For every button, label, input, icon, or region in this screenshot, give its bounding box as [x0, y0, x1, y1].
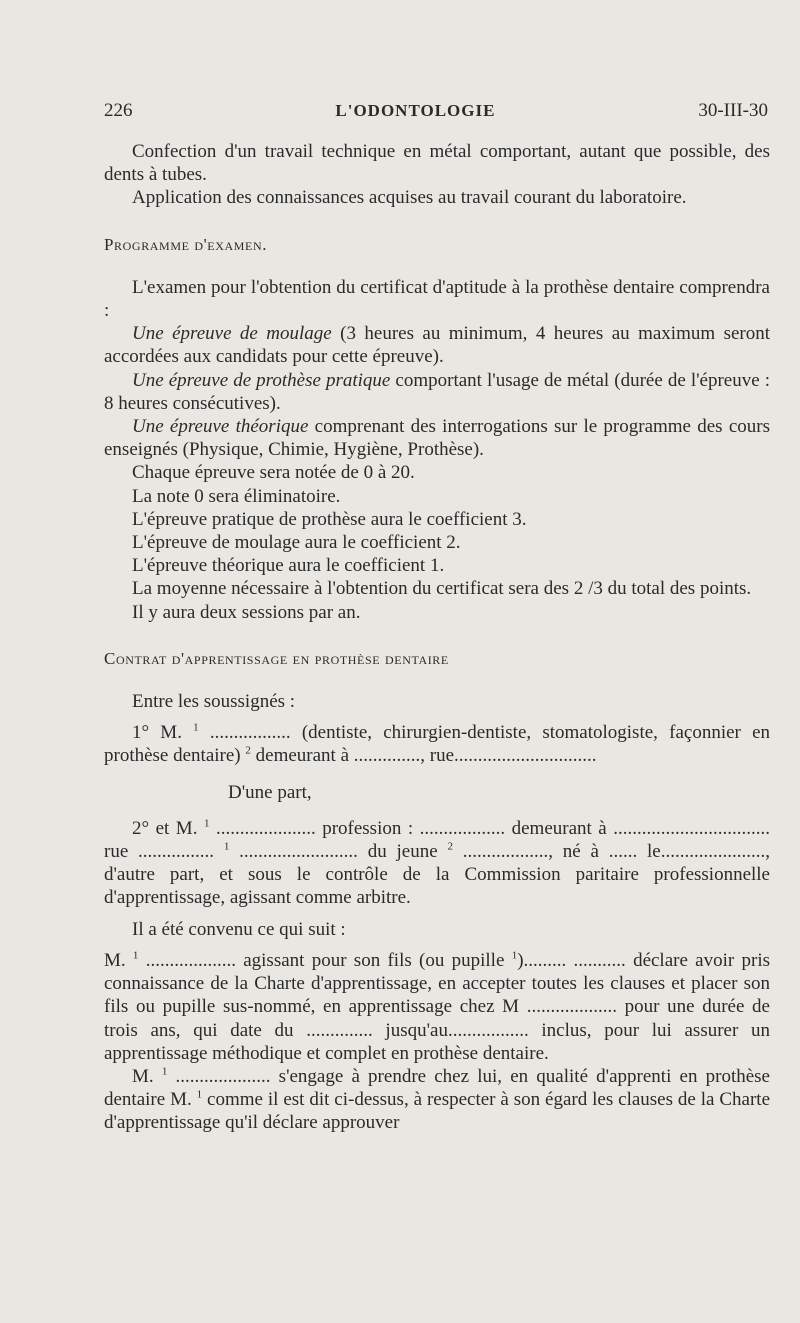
section-heading-programme: Programme d'examen. — [104, 234, 268, 254]
page-number: 226 — [104, 100, 133, 121]
paragraph-confection: Confection d'un travail technique en métal comportant, autant que possible, des dents à tubes. — [104, 141, 770, 186]
paragraph-convenu: Il a été convenu ce qui suit : — [132, 918, 346, 940]
paragraph-coef-pratique: L'épreuve pratique de prothèse aura le coefficient 3. — [132, 508, 527, 530]
paragraph-declaration: M. $^1$ ................... agissant pour son fils (ou pupille $^1$)......... ........... déclare avoir pris connaissance de la Charte d'apprentissage, en accepter toutes les clauses et placer son fils ou pupille sus-nommé, en apprentissage chez M ................... pour une durée de trois ans, qui date du .............. jusqu'au................. inclus, pour lui assurer un apprentissage méthodique et complet en prothèse dentaire. — [104, 949, 770, 1064]
paragraph-coef-theorique: L'épreuve théorique aura le coefficient 1. — [132, 555, 445, 577]
paragraph-moulage: Une épreuve de moulage (3 heures au minimum, 4 heures au maximum seront accordées aux candidats pour cette épreuve). — [104, 323, 770, 368]
issue-date: 30-III-30 — [698, 100, 768, 121]
journal-title: L'ODONTOLOGIE — [335, 101, 496, 120]
paragraph-coef-moulage: L'épreuve de moulage aura le coefficient 2. — [132, 532, 461, 554]
paragraph-engagement: M. $^1$ .................... s'engage à prendre chez lui, en qualité d'apprenti en prothèse dentaire M. $^1$ comme il est dit ci-dessus, à respecter à son égard les clauses de la Charte d'apprentissage qu'il déclare approuver — [104, 1065, 771, 1134]
paragraph-une-part: D'une part, — [228, 781, 312, 803]
paragraph-premier: 1° M. $^1$ ................. (dentiste, chirurgien-dentiste, stomatologiste, façonnier en prothèse dentaire) $^2$ demeurant à .............., rue.............................. — [104, 721, 771, 767]
paragraph-moyenne: La moyenne nécessaire à l'obtention du certificat sera des 2 /3 du total des points. — [132, 578, 752, 600]
section-heading-contrat: Contrat d'apprentissage en prothèse dentaire — [104, 648, 449, 668]
paragraph-notation: Chaque épreuve sera notée de 0 à 20. — [132, 462, 415, 484]
page-body — [104, 140, 770, 1135]
paragraph-eliminatoire: La note 0 sera éliminatoire. — [132, 485, 341, 507]
paragraph-pratique: Une épreuve de prothèse pratique comportant l'usage de métal (durée de l'épreuve : 8 heures consécutives). — [104, 369, 770, 414]
italic-theorique: Une épreuve théorique — [132, 416, 309, 438]
paragraph-second: 2° et M. $^1$ ..................... profession : .................. demeurant à ................................. rue ................ $^1$ ......................... du jeune $^2$ .................., né à ...... le......................, d'autre part, et sous le contrôle de la Commission paritaire professionnelle d'apprentissage, agissant comme arbitre. — [104, 817, 770, 909]
italic-pratique: Une épreuve de prothèse pratique — [132, 369, 391, 391]
paragraph-sessions: Il y aura deux sessions par an. — [132, 601, 361, 623]
paragraph-application: Application des connaissances acquises au travail courant du laboratoire. — [132, 187, 687, 209]
paragraph-examen: L'examen pour l'obtention du certificat d'aptitude à la prothèse dentaire comprendra : — [104, 276, 770, 322]
running-header — [104, 100, 768, 130]
paragraph-theorique: Une épreuve théorique comprenant des interrogations sur le programme des cours enseignés (Physique, Chimie, Hygiène, Prothèse). — [104, 416, 770, 461]
italic-moulage: Une épreuve de moulage — [132, 323, 332, 345]
paragraph-soussignes: Entre les soussignés : — [132, 691, 296, 713]
